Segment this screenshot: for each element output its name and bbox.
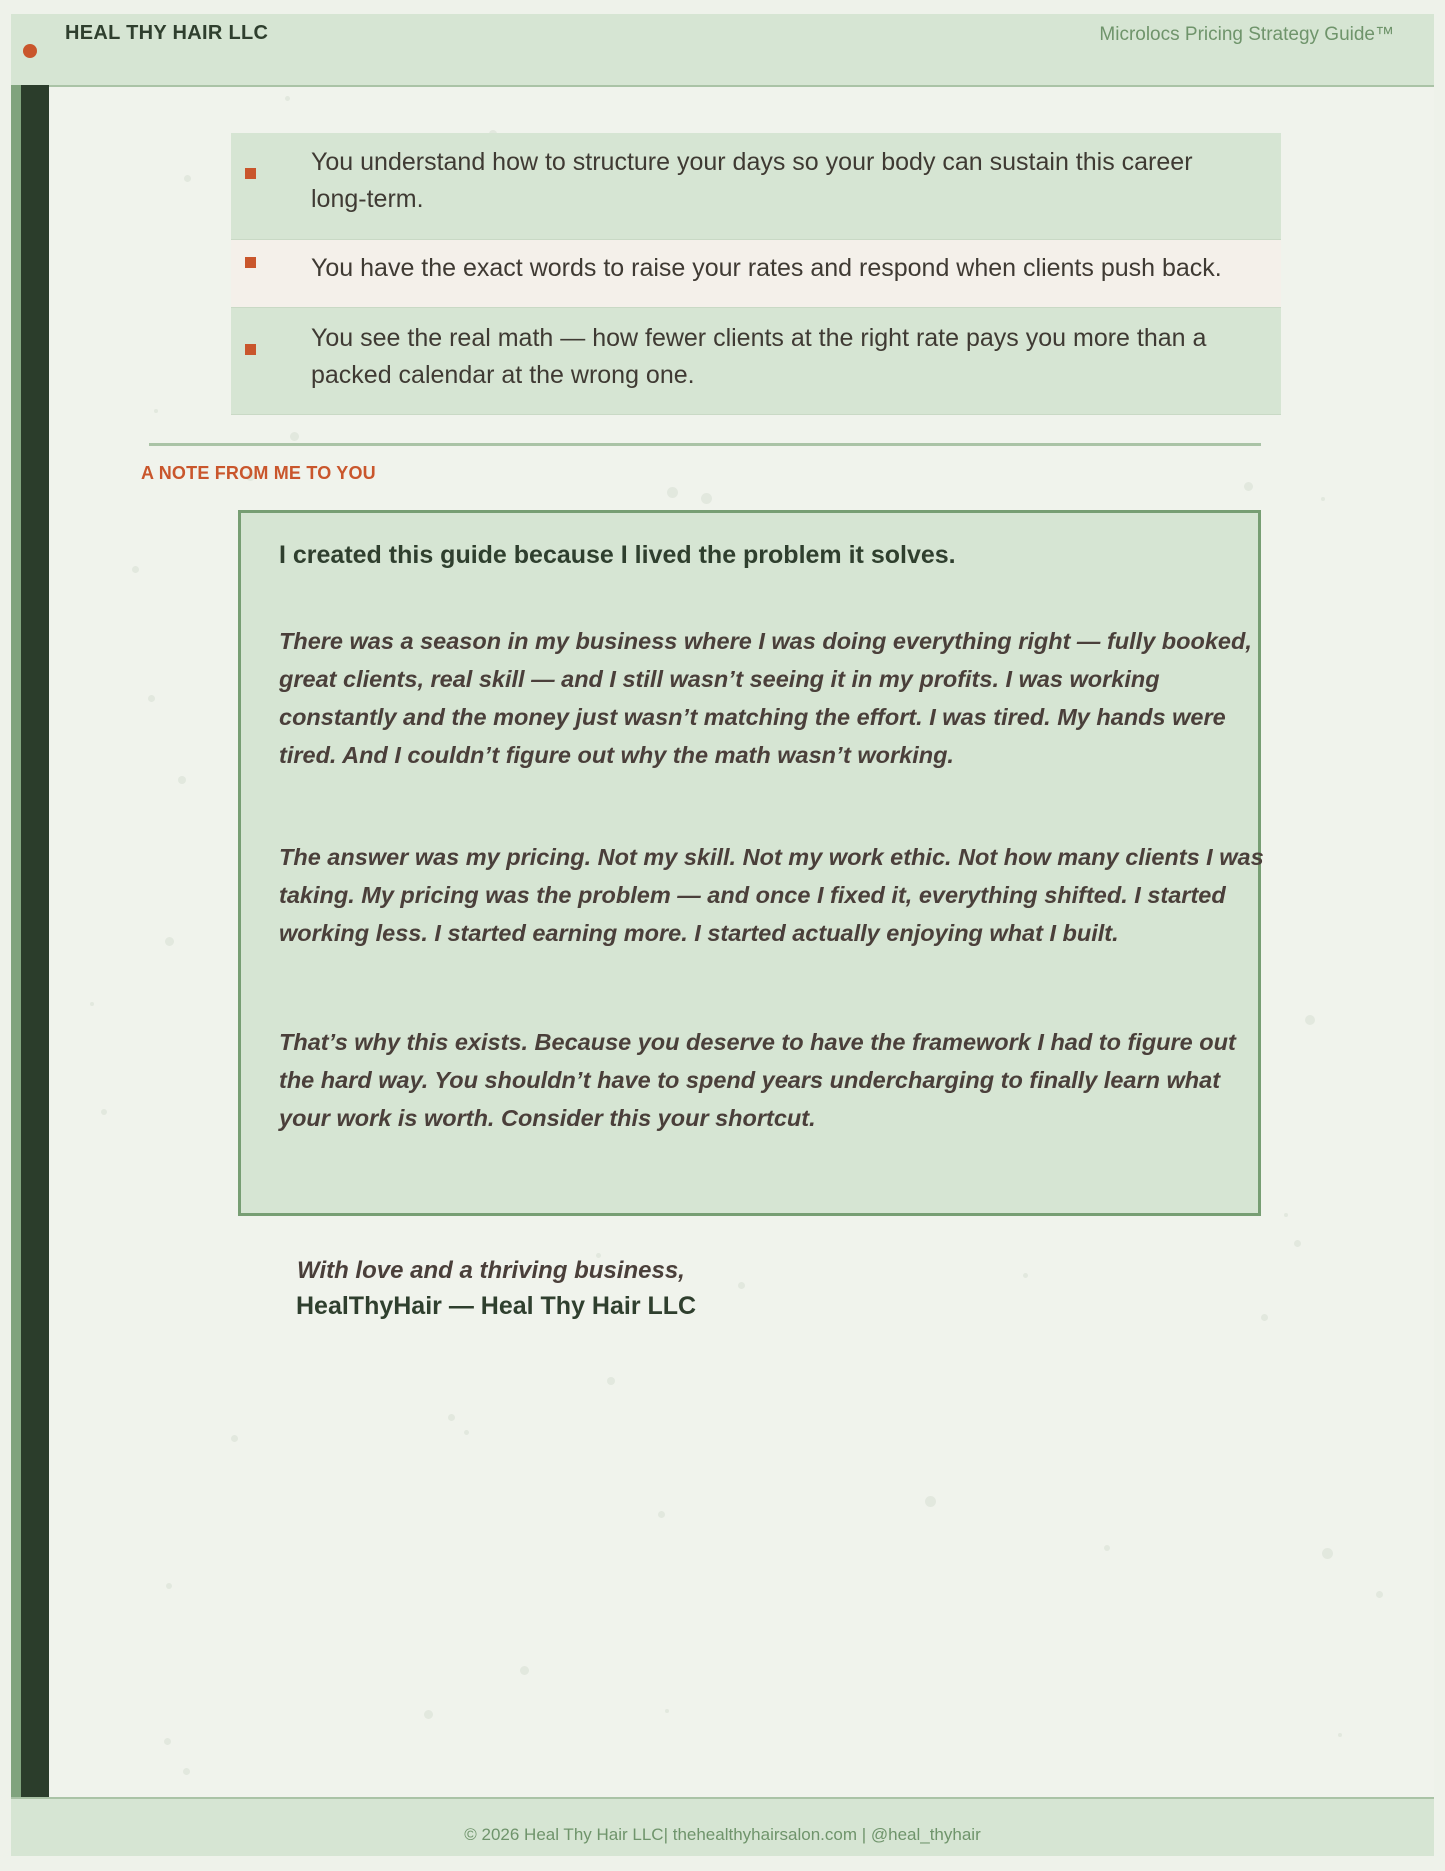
side-bar-outer [11,85,21,1810]
background-speck [1284,1213,1288,1217]
page-footer [11,1797,1434,1856]
background-speck [1261,1314,1268,1321]
list-item-text: You understand how to structure your days so your body can sustain this career long-term. [311,148,1193,213]
document-page [11,14,1434,1856]
background-speck [154,409,158,413]
side-bar-inner [21,85,49,1810]
background-speck [1294,1240,1301,1247]
list-item-text: You have the exact words to raise your rates and respond when clients push back. [311,254,1222,282]
background-speck [132,566,139,573]
benefit-list [231,133,1281,415]
background-speck [607,1377,615,1385]
square-bullet-icon [245,257,256,268]
background-speck [183,1768,190,1775]
signoff-closing: With love and a thriving business, [297,1257,685,1284]
background-speck [1321,497,1325,501]
signoff-signature: HealThyHair — Heal Thy Hair LLC [296,1292,697,1320]
note-heading: I created this guide because I lived the problem it solves. [279,541,956,569]
background-speck [665,1709,669,1713]
note-box [238,510,1264,1216]
background-speck [1104,1545,1110,1551]
list-item [231,239,1281,307]
note-paragraph: That’s why this exists. Because you deserve to have the framework I had to figure out the hard way. You shouldn’t have to spend years undercharging to finally learn what your work is worth. Consider this your shortcut. [279,1029,1236,1131]
background-speck [148,695,155,702]
background-speck [667,487,678,498]
background-speck [1322,1548,1333,1559]
brand-name: HEAL THY HAIR LLC [65,22,269,44]
background-speck [1023,1273,1028,1278]
square-bullet-icon [245,344,256,355]
background-speck [738,1282,745,1289]
section-divider [149,443,1261,446]
footer-text: © 2026 Heal Thy Hair LLC| thehealthyhairsalon.com | @heal_thyhair [464,1825,981,1844]
page-header [11,14,1434,87]
background-speck [658,1511,665,1518]
list-item-text: You see the real math — how fewer clients at the right rate pays you more than a packed calendar at the wrong one. [311,324,1207,389]
background-speck [448,1414,455,1421]
background-speck [231,1435,238,1442]
background-speck [166,1583,172,1589]
background-speck [1338,1733,1342,1737]
list-item [231,307,1281,415]
note-paragraph: There was a season in my business where I was doing everything right — fully booked, great clients, real skill — and I still wasn’t seeing it in my profits. I was working constantly and the money just wasn’t matching the effort. I was tired. My hands were tired. And I couldn’t figure out why the math wasn’t working. [279,628,1252,768]
accent-dot-icon [23,44,37,58]
square-bullet-icon [245,168,256,179]
background-speck [285,96,290,101]
background-speck [101,1109,107,1115]
background-speck [1376,1591,1383,1598]
background-speck [1244,482,1253,491]
background-speck [184,175,191,182]
list-item [231,133,1281,239]
background-speck [164,1738,171,1745]
background-speck [90,1002,94,1006]
background-speck [178,776,186,784]
background-speck [701,493,712,504]
background-speck [520,1666,529,1675]
background-speck [1305,1015,1315,1025]
note-paragraph: The answer was my pricing. Not my skill. Not my work ethic. Not how many clients I was taking. My pricing was the problem — and once I fixed it, everything shifted. I started working less. I started earning more. I started actually enjoying what I built. [279,844,1264,946]
background-speck [925,1496,936,1507]
background-speck [290,432,299,441]
background-speck [424,1710,433,1719]
background-speck [165,937,174,946]
guide-title: Microlocs Pricing Strategy Guide™ [1099,24,1394,45]
background-speck [464,1430,469,1435]
section-label: A NOTE FROM ME TO YOU [141,463,376,483]
